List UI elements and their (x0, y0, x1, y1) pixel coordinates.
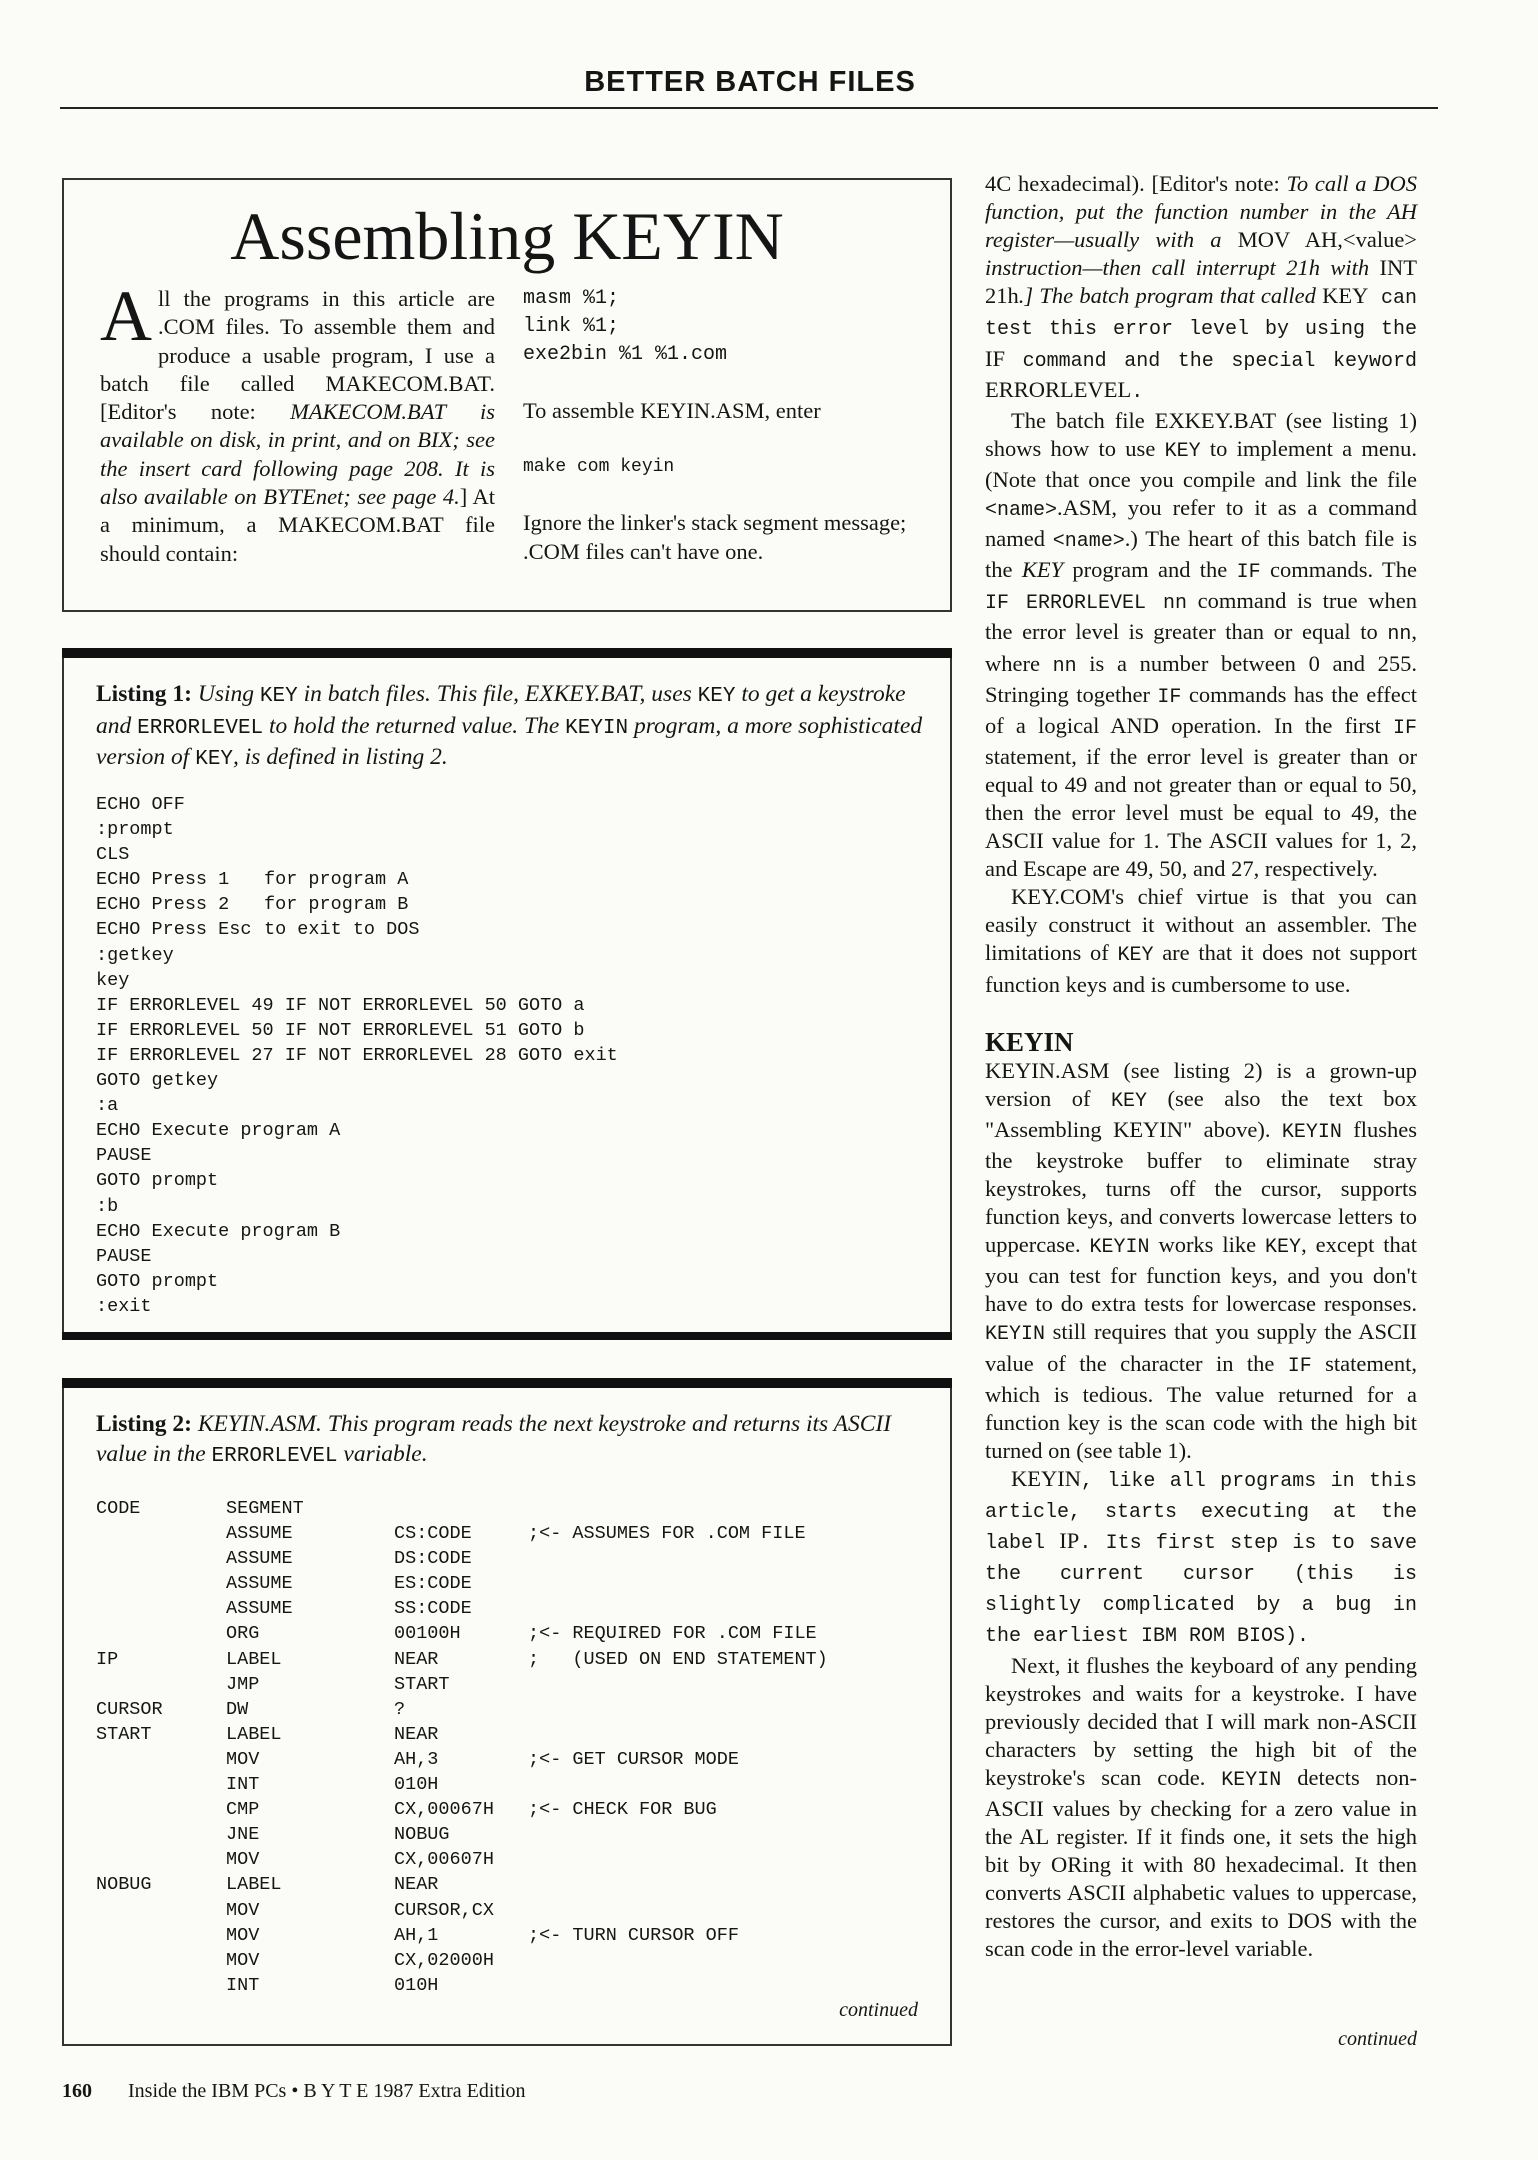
inline-code: . (1131, 380, 1144, 404)
text-run: flushes the keystroke buffer to eliminate stray keystrokes, turns off the cursor, supports function keys, and converts lowercase letters to uppercase. (985, 1116, 1417, 1258)
code-opcode: INT (226, 1774, 260, 1796)
sidebar-text-2: ] At a minimum, a MAKECOM.BAT file should contain: (100, 484, 495, 566)
paragraph (985, 883, 1417, 998)
code-operand: 010H (394, 1974, 439, 1996)
code-text: PAUSE (96, 1245, 152, 1267)
text-run: .ASM, you refer to it as a command named (985, 495, 1417, 552)
text-run: works like (1149, 1232, 1266, 1258)
inline-code: IF (1287, 1354, 1312, 1378)
text-run: , where (985, 619, 1417, 676)
code-operand: CX,00607H (394, 1849, 494, 1871)
code-text: key (96, 969, 130, 991)
inline-code: <name> (1052, 530, 1125, 554)
code-text: ECHO Press 1 (96, 869, 230, 891)
code-text: :b (96, 1195, 119, 1217)
code-line (96, 943, 618, 968)
page-footer (62, 2080, 526, 2103)
code-operand: NEAR (394, 1723, 439, 1745)
text-run: commands has the effect of a logical AND operation. In the first (985, 681, 1417, 738)
text-run: IF (985, 345, 1006, 371)
code-operand: CS:CODE (394, 1523, 472, 1545)
sidebar-title: Assembling KEYIN (230, 198, 784, 274)
code-line (96, 1168, 618, 1193)
text-run: commands. The (1260, 557, 1417, 583)
inline-code: , like all programs in this article, starts executing at the label (985, 1469, 1417, 1556)
sidebar-editor-note: MAKECOM.BAT is available on disk, in print, and on BIX; see the insert card following page 208. It is also available on BYTEnet; see page 4. (100, 399, 495, 510)
code-label: NOBUG (96, 1874, 152, 1896)
text-run: still requires that you supply the ASCII value of the character in the (985, 1319, 1417, 1376)
italic-text: KEY (1021, 557, 1064, 583)
code-opcode: MOV (226, 1849, 260, 1871)
code-opcode: JNE (226, 1824, 260, 1846)
text-run: , except that you can test for function keys, and you don't have to do extra tests for lowercase responses. (985, 1232, 1417, 1317)
code-text: ECHO Execute program A (96, 1120, 341, 1142)
code-line (96, 993, 618, 1018)
text-run: statement, which is tedious. The value returned for a function key is the scan code with the high bit turned on (see table 1). (985, 1350, 1417, 1463)
code-text: CLS (96, 844, 130, 866)
code-operand: NEAR (394, 1874, 439, 1896)
makecom-line: link %1; (523, 315, 620, 338)
listing-1-label: Listing 1: (96, 681, 192, 707)
text-run: are that it does not support function keys and is cumbersome to use. (985, 940, 1418, 997)
sidebar-instructions (523, 285, 923, 566)
code-comment: ;<- CHECK FOR BUG (528, 1799, 717, 1821)
text-run: ERRORLEVEL (985, 376, 1132, 402)
assemble-instruction: To assemble KEYIN.ASM, enter (523, 398, 821, 423)
code-comment: for program A (264, 869, 409, 891)
code-text: GOTO prompt (96, 1170, 219, 1192)
code-operand: CURSOR,CX (394, 1899, 494, 1921)
code-line (96, 1244, 618, 1269)
text-run: is a number between 0 and 255. Stringing together (985, 650, 1418, 707)
caption-code: KEY (697, 685, 736, 708)
code-operand: START (394, 1673, 450, 1695)
inline-code: can test this error level by using the (985, 287, 1417, 342)
header-rule (60, 107, 1438, 109)
code-label: CODE (96, 1498, 141, 1519)
code-operand: ES:CODE (394, 1573, 472, 1595)
makecom-line: exe2bin %1 %1.com (523, 343, 728, 366)
inline-code: <name> (985, 499, 1058, 523)
listing-top-rule (62, 648, 952, 658)
text-run: to implement a menu. (Note that once you compile and link the file (985, 435, 1417, 492)
text-run: program and the (1063, 557, 1237, 583)
code-line (96, 1143, 618, 1168)
caption-code: KEY (259, 685, 298, 708)
text-run: KEY (1322, 283, 1369, 309)
code-operand: ? (394, 1698, 406, 1720)
code-line (96, 792, 618, 817)
code-text: ECHO Execute program B (96, 1220, 341, 1242)
caption-code: KEYIN (565, 716, 629, 740)
code-text: :prompt (96, 819, 174, 841)
text-run: statement, if the error level is greater than or equal to 49 and not greater than or equal to 50, then the error level must be equal to 49, the ASCII value for 1. The ASCII values for 1, 2, and Escape are 49, 50, and 27, respectively. (985, 743, 1417, 882)
code-text: ECHO OFF (96, 794, 185, 815)
code-line (96, 968, 618, 993)
inline-code: nn (1052, 654, 1077, 678)
code-opcode: ASSUME (226, 1598, 293, 1620)
text-run: KEYIN (1011, 1465, 1081, 1491)
code-opcode: MOV (226, 1949, 260, 1971)
inline-code: IF ERRORLEVEL nn (985, 592, 1188, 616)
caption-text: Using (197, 681, 260, 707)
text-run: INT 21h (985, 255, 1417, 309)
code-opcode: LABEL (226, 1723, 282, 1745)
code-line (96, 867, 618, 892)
code-operand: NOBUG (394, 1824, 450, 1846)
text-run: Next, it flushes the keyboard of any pending keystrokes and waits for a keystroke. I have previously decided that I will mark non-ASCII characters by setting the high bit of the keystroke's scan code. (985, 1652, 1417, 1790)
code-line (96, 1043, 618, 1068)
inline-code: KEY (1164, 439, 1201, 463)
section-heading: KEYIN (985, 1026, 1074, 1057)
publication-info: Inside the IBM PCs • B Y T E 1987 Extra Edition (128, 2080, 526, 2102)
inline-code: KEYIN (1281, 1120, 1342, 1144)
code-text: GOTO prompt (96, 1270, 219, 1292)
caption-text: in batch files. This file, EXKEY.BAT, uses (297, 681, 698, 707)
code-line (96, 1194, 618, 1219)
inline-code: command and the special keyword (1005, 349, 1417, 373)
code-text: IF ERRORLEVEL 27 IF NOT ERRORLEVEL 28 GOTO exit (96, 1044, 618, 1066)
sidebar-text-1: ll the programs in this article are .COM files. To assemble them and produce a usable program, I use a batch file called MAKECOM.BAT. [Editor's note: (100, 286, 495, 425)
listing-top-rule (62, 1378, 952, 1388)
code-opcode: ASSUME (226, 1548, 293, 1570)
caption-code: ERRORLEVEL (137, 716, 264, 740)
text-run: IP (1059, 1528, 1080, 1554)
code-opcode: ASSUME (226, 1523, 293, 1545)
inline-code: IF (1236, 561, 1261, 585)
make-command: make com keyin (523, 457, 675, 478)
inline-code: KEYIN (985, 1323, 1046, 1347)
code-opcode: SEGMENT (226, 1498, 304, 1519)
text-run: KEYIN.ASM (see listing 2) is a grown-up version of (985, 1057, 1417, 1111)
listing-2-label: Listing 2: (96, 1411, 192, 1437)
code-operand: AH,3 (394, 1748, 439, 1770)
text-run: 4C hexadecimal). [Editor's note: (985, 171, 1287, 196)
text-run: detects non-ASCII values by checking for a zero value in the AL register. If it finds one, it sets the high bit by ORing it with 80 hexadecimal. It then converts ASCII alphabetic values to uppercase, restores the cursor, and exits to DOS with the scan code in the error-level variable. (985, 1764, 1417, 1962)
italic-text: To call a DOS function, put the function number in the AH register—usually with a (985, 171, 1418, 253)
code-opcode: ASSUME (226, 1573, 293, 1595)
caption-code: KEY (195, 748, 234, 771)
code-operand: NEAR (394, 1648, 439, 1670)
code-line (96, 1269, 618, 1294)
code-text: IF ERRORLEVEL 50 IF NOT ERRORLEVEL 51 GOTO b (96, 1019, 585, 1041)
code-text: ECHO Press 2 (96, 894, 230, 916)
code-operand: CX,00067H (394, 1799, 494, 1821)
inline-code: KEYIN (1221, 1768, 1282, 1792)
code-comment: to exit to DOS (264, 919, 420, 941)
text-run: (see also the text box "Assembling KEYIN" above). (985, 1085, 1417, 1142)
code-opcode: INT (226, 1974, 260, 1996)
column-continued: continued (1338, 2028, 1417, 2050)
paragraph (985, 1057, 1417, 1465)
code-line (96, 917, 618, 942)
code-text: :a (96, 1095, 119, 1117)
listing-2-continued: continued (839, 1999, 918, 2021)
code-opcode: LABEL (226, 1874, 282, 1896)
listing-1-code (96, 792, 618, 1319)
code-line (96, 817, 618, 842)
running-header: BETTER BATCH FILES (584, 66, 916, 98)
code-operand: AH,1 (394, 1924, 439, 1946)
code-opcode: MOV (226, 1899, 260, 1921)
code-opcode: JMP (226, 1673, 260, 1695)
code-opcode: LABEL (226, 1648, 282, 1670)
makecom-line: masm %1; (523, 287, 620, 310)
code-text: PAUSE (96, 1145, 152, 1167)
code-label: CURSOR (96, 1698, 163, 1720)
code-line (96, 1018, 618, 1043)
drop-cap: A (100, 276, 152, 356)
code-comment: ;<- REQUIRED FOR .COM FILE (528, 1623, 817, 1645)
page-number: 160 (62, 2080, 92, 2102)
code-line (96, 1093, 618, 1118)
caption-text: program, a more sophisticated version of (96, 712, 923, 770)
italic-text: instruction—then call interrupt 21h with (985, 255, 1380, 281)
sidebar-body (100, 276, 495, 568)
code-line (96, 1219, 618, 1244)
listing-2-box (62, 1378, 952, 2046)
code-label: START (96, 1723, 152, 1745)
code-label: IP (96, 1648, 119, 1670)
caption-code: ERRORLEVEL (211, 1444, 338, 1468)
inline-code: IF (1157, 685, 1182, 709)
italic-text: .] The batch program that called (1018, 283, 1323, 309)
inline-code: KEYIN (1089, 1236, 1150, 1260)
code-opcode: MOV (226, 1924, 260, 1946)
right-column (985, 170, 1417, 1964)
caption-text: variable. (337, 1440, 428, 1467)
inline-code: IF (1392, 716, 1417, 740)
paragraph (985, 1465, 1417, 1652)
code-text: GOTO getkey (96, 1070, 219, 1092)
code-line (96, 1118, 618, 1143)
text-run: KEY.COM's chief virtue is that you can easily construct it without an assembler. The limitations of (985, 884, 1417, 966)
code-text: IF ERRORLEVEL 49 IF NOT ERRORLEVEL 50 GOTO a (96, 994, 585, 1016)
text-run: .) The heart of this batch file is the (985, 526, 1417, 583)
inline-code: KEY (1265, 1236, 1302, 1260)
listing-1-caption (96, 680, 926, 775)
caption-text: to get a keystroke and (96, 681, 906, 739)
text-run: The batch file EXKEY.BAT (see listing 1) shows how to use (985, 407, 1417, 461)
code-line (96, 842, 618, 867)
code-opcode: MOV (226, 1748, 260, 1770)
text-run: MOV AH,<value> (1237, 227, 1417, 253)
code-line (96, 1068, 618, 1093)
paragraph (985, 407, 1417, 884)
code-comment: ; (USED ON END STATEMENT) (528, 1648, 828, 1670)
code-operand: DS:CODE (394, 1548, 472, 1570)
caption-text: KEYIN.ASM. This program reads the next keystroke and returns its ASCII value in the (96, 1411, 892, 1467)
code-comment: for program B (264, 894, 409, 916)
inline-code: nn (1387, 623, 1412, 647)
code-text: :getkey (96, 944, 174, 966)
inline-code: KEY (1111, 1089, 1148, 1113)
paragraph (985, 170, 1417, 407)
code-opcode: ORG (226, 1623, 260, 1645)
listing-bottom-rule (62, 1332, 952, 1340)
caption-text: to hold the returned value. The (263, 712, 566, 739)
paragraph (985, 1652, 1417, 1964)
code-opcode: DW (226, 1698, 249, 1720)
code-comment: ;<- ASSUMES FOR .COM FILE (528, 1523, 806, 1545)
text-run: command is true when the error level is greater than or equal to (985, 588, 1418, 645)
code-operand: SS:CODE (394, 1598, 472, 1620)
inline-code: KEY (1117, 944, 1154, 968)
code-operand: 00100H (394, 1623, 461, 1645)
code-comment: ;<- GET CURSOR MODE (528, 1748, 739, 1770)
code-operand: 010H (394, 1774, 439, 1796)
linker-note: Ignore the linker's stack segment message; .COM files can't have one. (523, 510, 907, 564)
code-line (96, 892, 618, 917)
caption-text: , is defined in listing 2. (233, 744, 448, 770)
code-line (96, 1294, 618, 1319)
code-text: ECHO Press Esc (96, 919, 252, 941)
code-opcode: CMP (226, 1799, 260, 1821)
inline-code: . Its first step is to save the current cursor (this is slightly complicated by a bug in the earliest IBM ROM BIOS). (985, 1532, 1417, 1649)
code-comment: ;<- TURN CURSOR OFF (528, 1924, 739, 1946)
listing-2-caption (96, 1410, 926, 1471)
code-operand: CX,02000H (394, 1949, 494, 1971)
listing-1-box (62, 648, 952, 1340)
code-text: :exit (96, 1295, 152, 1317)
